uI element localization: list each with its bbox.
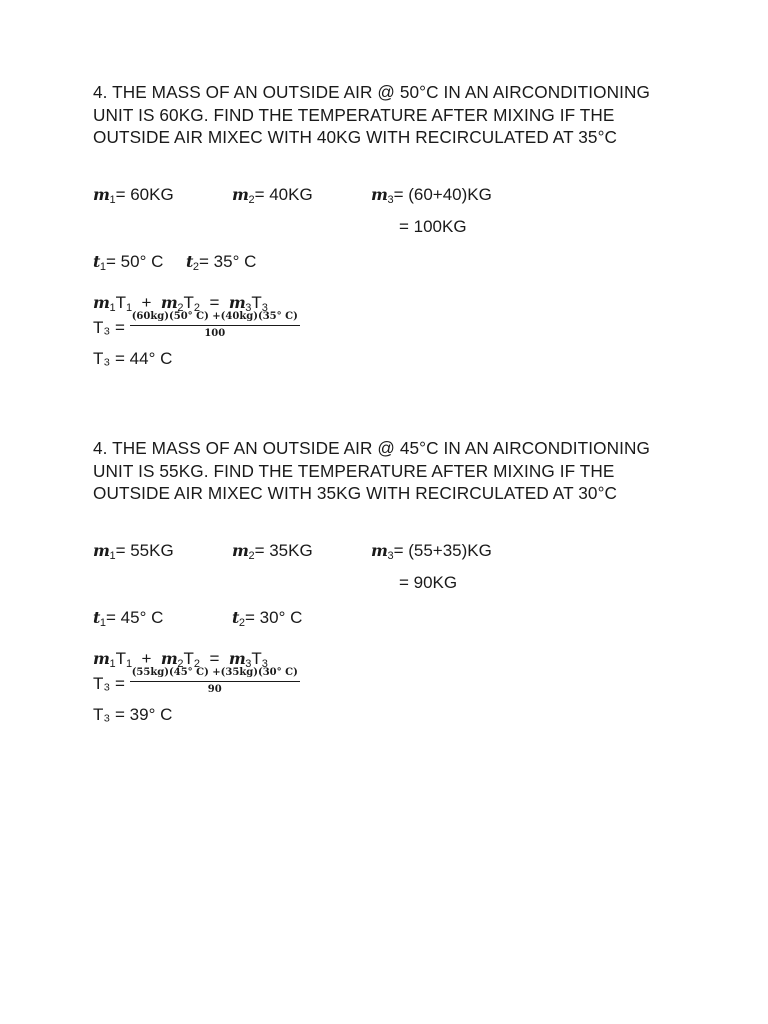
t3-fraction-row xyxy=(93,666,693,699)
t3-result-row xyxy=(93,703,693,727)
mixing-equation: m1T1 + m2T2 = m3T3 xyxy=(93,292,268,314)
t3-lhs: T₃ = xyxy=(93,673,125,693)
problem-statement: 4. THE MASS OF AN OUTSIDE AIR @ 50°C IN AN AIRCONDITIONING UNIT IS 60KG. FIND THE TEMPERATURE AFTER MIXING IF THE OUTSIDE AIR MIXEC WITH 40KG WITH RECIRCULATED AT 35°C xyxy=(93,82,650,147)
mass-row xyxy=(93,539,693,563)
m3-result-row xyxy=(93,215,693,239)
m2-given: m2= 40KG xyxy=(232,184,313,206)
t3-fraction xyxy=(130,666,300,697)
t3-result: T₃ = 44° C xyxy=(93,348,173,368)
t3-result: T₃ = 39° C xyxy=(93,704,173,724)
m3-result: = 90KG xyxy=(399,572,458,592)
fraction-denominator: 90 xyxy=(207,683,222,695)
t2-given: t2= 35° C xyxy=(186,251,257,273)
mass-row xyxy=(93,183,693,207)
t1-given: t1= 50° C xyxy=(93,251,164,273)
m3-given: m3= (55+35)KG xyxy=(371,540,492,562)
t3-result-row xyxy=(93,347,693,371)
m1-given: m1= 55KG xyxy=(93,540,174,562)
mixing-equation: m1T1 + m2T2 = m3T3 xyxy=(93,648,268,670)
m3-result-row xyxy=(93,571,693,595)
m1-given: m1= 60KG xyxy=(93,184,174,206)
t3-lhs: T₃ = xyxy=(93,317,125,337)
t2-given: t2= 30° C xyxy=(232,607,303,629)
problem-1 xyxy=(93,81,693,371)
temp-row xyxy=(93,250,693,274)
fraction-numerator: (60kg)(50° C) +(40kg)(35° C) xyxy=(130,310,300,326)
fraction-numerator: (55kg)(45° C) +(35kg)(30° C) xyxy=(130,666,300,682)
m3-given: m3= (60+40)KG xyxy=(371,184,492,206)
m2-given: m2= 35KG xyxy=(232,540,313,562)
t3-fraction-row xyxy=(93,310,693,343)
problem-2 xyxy=(93,437,693,727)
problem-statement: 4. THE MASS OF AN OUTSIDE AIR @ 45°C IN AN AIRCONDITIONING UNIT IS 55KG. FIND THE TEMPERATURE AFTER MIXING IF THE OUTSIDE AIR MIXEC WITH 35KG WITH RECIRCULATED AT 30°C xyxy=(93,438,650,503)
m3-result: = 100KG xyxy=(399,216,467,236)
fraction-denominator: 100 xyxy=(204,327,226,339)
t1-given: t1= 45° C xyxy=(93,607,164,629)
t3-fraction xyxy=(130,310,300,341)
temp-row xyxy=(93,606,693,630)
